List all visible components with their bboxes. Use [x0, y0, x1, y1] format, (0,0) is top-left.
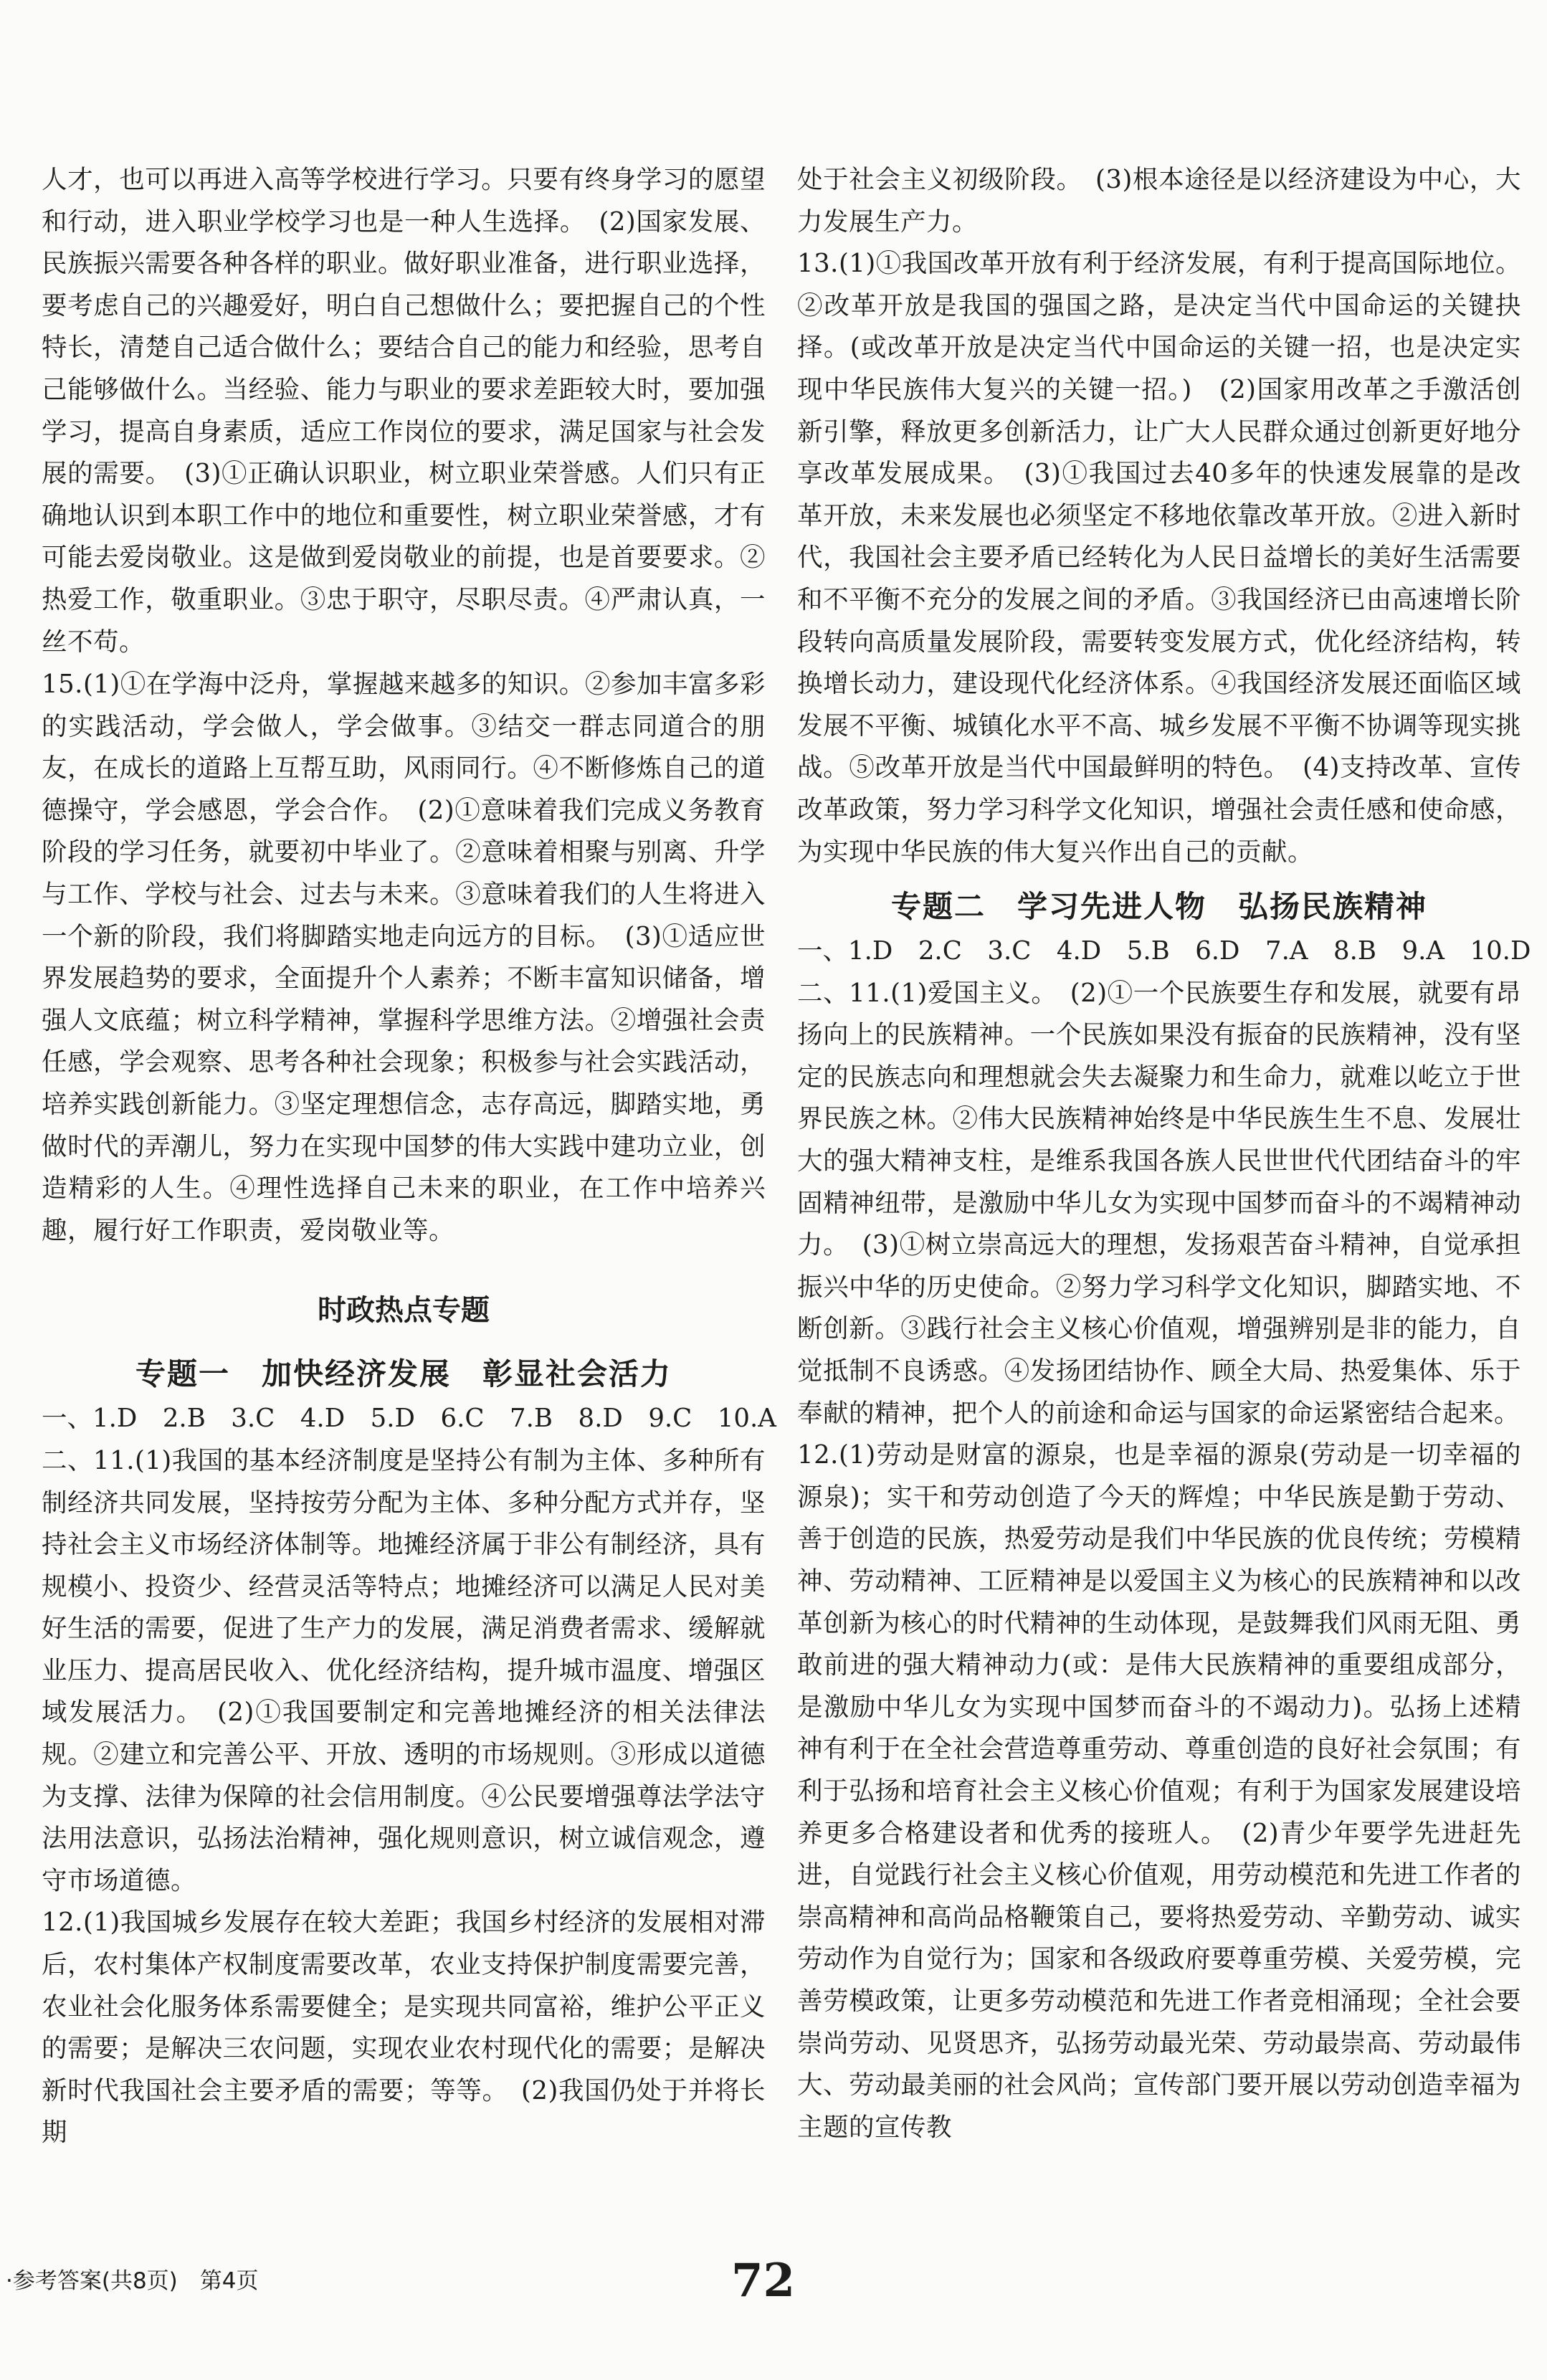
topic-two-question-12: 12.(1)劳动是财富的源泉，也是幸福的源泉(劳动是一切幸福的源泉)；实干和劳动创造了今天的辉煌；中华民族是勤于劳动、善于创造的民族，热爱劳动是我们中华民族的优良传统；劳模精神、劳动精神、工匠精神是以爱国主义为核心的民族精神和以改革创新为核心的时代精神的生动体现，是鼓舞我们风雨无阻、勇敢前进的强大精神动力(或：是伟大民族精神的重要组成部分，是激励中华儿女为实现中国梦而奋斗的不竭动力)。弘扬上述精神有利于在全社会营造尊重劳动、尊重创造的良好社会氛围；有利于弘扬和培育社会主义核心价值观；有利于为国家发展建设培养更多合格建设者和优秀的接班人。 (2)青少年要学先进赶先进，自觉践行社会主义核心价值观，用劳动模范和先进工作者的崇高精神和高尚品格鞭策自己，要将热爱劳动、辛勤劳动、诚实劳动作为自觉行为；国家和各级政府要尊重劳模、关爱劳模，完善劳模政策，让更多劳动模范和先进工作者竞相涌现；全社会要崇尚劳动、见贤思齐，弘扬劳动最光荣、劳动最崇高、劳动最伟大、劳动最美丽的社会风尚；宣传部门要开展以劳动创造幸福为主题的宣传教	[797, 1440, 1521, 2142]
footer-label: ·参考答案(共8页) 第4页	[6, 2268, 259, 2294]
topic-one-title: 专题一 加快经济发展 彰显社会活力	[135, 1356, 672, 1392]
topic-one-question-12-continued: 处于社会主义初级阶段。 (3)根本途径是以经济建设为中心，大力发展生产力。	[797, 165, 1521, 237]
page-number: 72	[731, 2254, 796, 2308]
topic-one-choice-answers: 一、1.D 2.B 3.C 4.D 5.D 6.C 7.B 8.D 9.C 10.A	[42, 1404, 776, 1434]
paragraph-15: 15.(1)①在学海中泛舟，掌握越来越多的知识。②参加丰富多彩的实践活动，学会做人，学会做事。③结交一群志同道合的朋友，在成长的道路上互帮互助，风雨同行。④不断修炼自己的道德操守，学会感恩，学会合作。 (2)①意味着我们完成义务教育阶段的学习任务，就要初中毕业了。②意味着相聚与别离、升学与工作、学校与社会、过去与未来。③意味着我们的人生将进入一个新的阶段，我们将脚踏实地走向远方的目标。 (3)①适应世界发展趋势的要求，全面提升个人素养；不断丰富知识储备，增强人文底蕴；树立科学精神，掌握科学思维方法。②增强社会责任感，学会观察、思考各种社会现象；积极参与社会实践活动，培养实践创新能力。③坚定理想信念，志存高远，脚踏实地，勇做时代的弄潮儿，努力在实现中国梦的伟大实践中建功立业，创造精彩的人生。④理性选择自己未来的职业，在工作中培养兴趣，履行好工作职责，爱岗敬业等。	[42, 670, 766, 1245]
section-title: 时政热点专题	[318, 1294, 490, 1328]
topic-two-title: 专题二 学习先进人物 弘扬民族精神	[890, 889, 1427, 925]
page-footer	[0, 2254, 1547, 2311]
topic-one-question-11: 二、11.(1)我国的基本经济制度是坚持公有制为主体、多种所有制经济共同发展，坚持按劳分配为主体、多种分配方式并存，坚持社会主义市场经济体制等。地摊经济属于非公有制经济，具有规模小、投资少、经营灵活等特点；地摊经济可以满足人民对美好生活的需要，促进了生产力的发展，满足消费者需求、缓解就业压力、提高居民收入、优化经济结构，提升城市温度、增强区域发展活力。 (2)①我国要制定和完善地摊经济的相关法律法规。②建立和完善公平、开放、透明的市场规则。③形成以道德为支撑、法律为保障的社会信用制度。④公民要增强尊法学法守法用法意识，弘扬法治精神，强化规则意识，树立诚信观念，遵守市场道德。	[42, 1445, 766, 1895]
left-column	[42, 159, 776, 2154]
right-column	[797, 159, 1531, 2148]
topic-two-choice-answers: 一、1.D 2.C 3.C 4.D 5.B 6.D 7.A 8.B 9.A 10.D	[797, 936, 1531, 966]
topic-one-question-12: 12.(1)我国城乡发展存在较大差距；我国乡村经济的发展相对滞后，农村集体产权制度需要改革，农业支持保护制度需要完善，农业社会化服务体系需要健全；是实现共同富裕，维护公平正义的需要；是解决三农问题，实现农业农村现代化的需要；是解决新时代我国社会主要矛盾的需要；等等。 (2)我国仍处于并将长期	[42, 1908, 766, 2148]
topic-two-question-11: 二、11.(1)爱国主义。 (2)①一个民族要生存和发展，就要有昂扬向上的民族精神。一个民族如果没有振奋的民族精神，没有坚定的民族志向和理想就会失去凝聚力和生命力，就难以屹立于世界民族之林。②伟大民族精神始终是中华民族生生不息、发展壮大的强大精神支柱，是维系我国各族人民世世代代团结奋斗的牢固精神纽带，是激励中华儿女为实现中国梦而奋斗的不竭精神动力。 (3)①树立崇高远大的理想，发扬艰苦奋斗精神，自觉承担振兴中华的历史使命。②努力学习科学文化知识，脚踏实地、不断创新。③践行社会主义核心价值观，增强辨别是非的能力，自觉抵制不良诱惑。④发扬团结协作、顾全大局、热爱集体、乐于奉献的精神，把个人的前途和命运与国家的命运紧密结合起来。	[797, 978, 1521, 1428]
paragraph-14-continued: 人才，也可以再进入高等学校进行学习。只要有终身学习的愿望和行动，进入职业学校学习也是一种人生选择。 (2)国家发展、民族振兴需要各种各样的职业。做好职业准备，进行职业选择，要考虑自己的兴趣爱好，明白自己想做什么；要把握自己的个性特长，清楚自己适合做什么；要结合自己的能力和经验，思考自己能够做什么。当经验、能力与职业的要求差距较大时，要加强学习，提高自身素质，适应工作岗位的要求，满足国家与社会发展的需要。 (3)①正确认识职业，树立职业荣誉感。人们只有正确地认识到本职工作中的地位和重要性，树立职业荣誉感，才有可能去爱岗敬业。这是做到爱岗敬业的前提，也是首要要求。②热爱工作，敬重职业。③忠于职守，尽职尽责。④严肃认真，一丝不苟。	[42, 165, 766, 657]
topic-one-question-13: 13.(1)①我国改革开放有利于经济发展，有利于提高国际地位。②改革开放是我国的强国之路，是决定当代中国命运的关键抉择。(或改革开放是决定当代中国命运的关键一招，也是决定实现中华民族伟大复兴的关键一招。) (2)国家用改革之手激活创新引擎，释放更多创新活力，让广大人民群众通过创新更好地分享改革发展成果。 (3)①我国过去40多年的快速发展靠的是改革开放，未来发展也必须坚定不移地依靠改革开放。②进入新时代，我国社会主要矛盾已经转化为人民日益增长的美好生活需要和不平衡不充分的发展之间的矛盾。③我国经济已由高速增长阶段转向高质量发展阶段，需要转变发展方式，优化经济结构，转换增长动力，建设现代化经济体系。④我国经济发展还面临区域发展不平衡、城镇化水平不高、城乡发展不平衡不协调等现实挑战。⑤改革开放是当代中国最鲜明的特色。 (4)支持改革、宣传改革政策，努力学习科学文化知识，增强社会责任感和使命感，为实现中华民族的伟大复兴作出自己的贡献。	[797, 249, 1521, 867]
